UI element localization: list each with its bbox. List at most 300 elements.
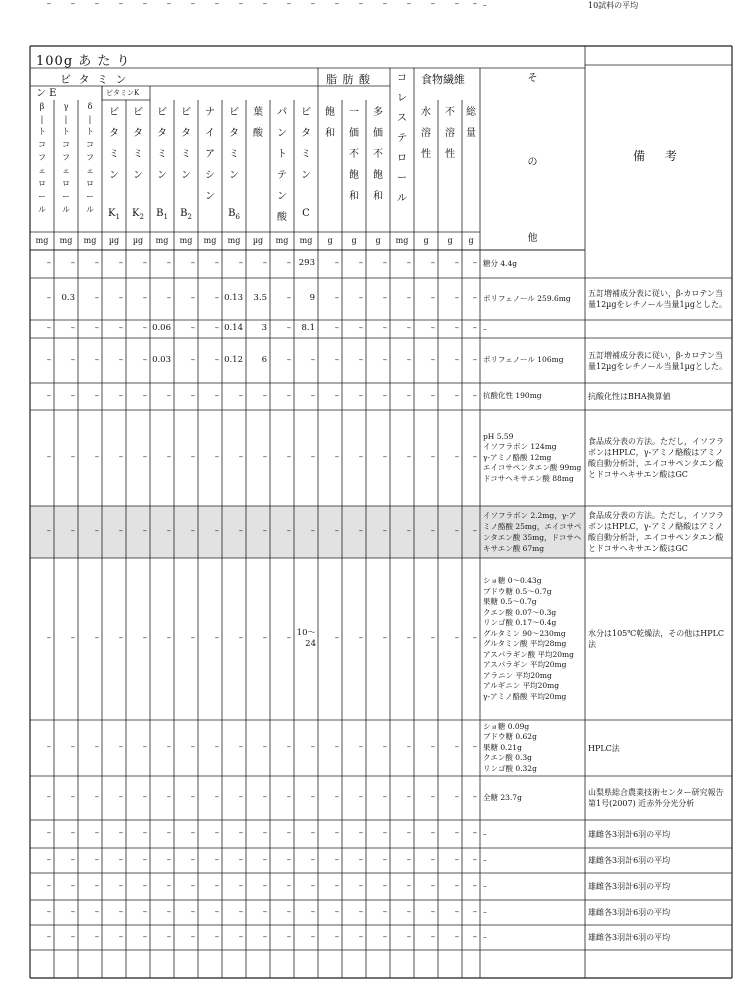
- column-header-5: ビ タ ミ ン: [157, 107, 167, 181]
- column-header-8: ビ タ ミ ン: [229, 107, 239, 181]
- table-cell: 0.3: [61, 293, 75, 303]
- table-cell: –: [94, 390, 99, 401]
- table-cell: 0.14: [224, 323, 243, 333]
- table-cell: –: [262, 452, 267, 462]
- column-sub-4: $K_2$: [132, 208, 144, 221]
- table-cell: –: [94, 0, 99, 9]
- table-cell: –: [358, 931, 363, 942]
- other-cell: ショ糖 0～0.43g ブドウ糖 0.5～0.7g 果糖 0.5～0.7g クエン酸 0.07～0.3g リンゴ酸 0.17～0.4g グルタミン 90～230mg グルタミン酸 平均28mg アスパラギン酸 平均20mg アスパラギン 平均20mg アラニン 平均20mg アルギニン 平均20mg γ-アミノ酪酸 平均20mg: [483, 576, 574, 701]
- table-cell: –: [472, 931, 477, 942]
- table-cell: –: [262, 931, 267, 942]
- remarks-cell: 雄雌各3羽計6羽の平均: [588, 882, 671, 891]
- table-cell: –: [70, 792, 75, 802]
- table-cell: –: [142, 792, 147, 802]
- table-cell: –: [94, 742, 99, 752]
- table-cell: –: [94, 854, 99, 865]
- table-cell: –: [334, 854, 339, 865]
- table-cell: –: [190, 906, 195, 917]
- table-cell: –: [190, 323, 195, 333]
- table-cell: –: [238, 906, 243, 917]
- table-cell: –: [382, 354, 387, 365]
- table-cell: –: [118, 452, 123, 462]
- table-cell: –: [94, 354, 99, 365]
- other-cell: pH 5.59 イソフラボン 124mg γ-アミノ酪酸 12mg エイコサペンタエン酸 99mg ドコサヘキサエン酸 88mg: [483, 431, 582, 483]
- header-fatty-acid: 脂 肪 酸: [326, 73, 371, 86]
- other-cell: –: [483, 323, 487, 333]
- table-cell: –: [406, 828, 411, 838]
- table-cell: –: [406, 854, 411, 865]
- table-cell: –: [214, 906, 219, 917]
- other-cell: ポリフェノール 259.6mg: [483, 293, 571, 303]
- table-cell: –: [262, 390, 267, 401]
- table-cell: –: [454, 258, 459, 268]
- table-cell: –: [286, 390, 291, 401]
- table-cell: –: [94, 906, 99, 917]
- table-cell: –: [262, 258, 267, 268]
- table-cell: –: [358, 452, 363, 462]
- column-sub-5: $B_1$: [156, 208, 168, 221]
- table-cell: –: [382, 931, 387, 942]
- table-cell: –: [430, 828, 435, 838]
- column-header-10: パ ン ト テ ン 酸: [277, 107, 287, 223]
- table-cell: –: [454, 792, 459, 802]
- table-cell: –: [190, 452, 195, 462]
- table-cell: –: [238, 633, 243, 643]
- table-cell: –: [358, 633, 363, 643]
- table-cell: –: [430, 354, 435, 365]
- column-unit-16: g: [423, 236, 429, 245]
- table-cell: –: [334, 452, 339, 462]
- table-cell: –: [406, 354, 411, 365]
- table-cell: –: [166, 0, 171, 9]
- other-cell: ショ糖 0.09g ブドウ糖 0.62g 果糖 0.21g クエン酸 0.3g リンゴ酸 0.32g: [483, 721, 537, 773]
- table-cell: –: [70, 931, 75, 942]
- table-cell: –: [142, 931, 147, 942]
- table-cell: –: [286, 258, 291, 268]
- table-cell: –: [118, 742, 123, 752]
- table-cell: –: [472, 854, 477, 865]
- header-vitamin: ビ タ ミ ン: [60, 73, 129, 86]
- table-cell: –: [310, 828, 315, 838]
- table-cell: –: [382, 0, 387, 9]
- table-cell: –: [190, 293, 195, 303]
- table-cell: –: [382, 323, 387, 333]
- table-cell: –: [94, 792, 99, 802]
- table-cell: –: [118, 526, 123, 536]
- table-cell: –: [310, 792, 315, 802]
- table-cell: –: [118, 828, 123, 838]
- table-cell: –: [46, 931, 51, 942]
- table-cell: –: [286, 293, 291, 303]
- table-cell: –: [382, 633, 387, 643]
- table-cell: –: [430, 854, 435, 865]
- table-cell: –: [310, 880, 315, 891]
- table-cell: –: [70, 526, 75, 536]
- table-cell: –: [118, 906, 123, 917]
- table-cell: –: [142, 742, 147, 752]
- other-cell: –: [483, 881, 487, 891]
- table-cell: –: [214, 931, 219, 942]
- table-cell: –: [454, 931, 459, 942]
- table-cell: –: [142, 906, 147, 917]
- table-cell: –: [358, 354, 363, 365]
- table-cell: –: [238, 258, 243, 268]
- table-cell: –: [472, 633, 477, 643]
- table-cell: –: [190, 526, 195, 536]
- table-cell: –: [70, 258, 75, 268]
- table-cell: –: [118, 258, 123, 268]
- table-cell: –: [46, 293, 51, 303]
- table-cell: –: [454, 742, 459, 752]
- table-cell: –: [190, 633, 195, 643]
- column-header-2: δ | ト コ フ ェ ロ ー ル: [86, 102, 94, 214]
- table-cell: –: [358, 0, 363, 9]
- table-cell: –: [358, 390, 363, 401]
- table-cell: –: [118, 633, 123, 643]
- table-cell: 8.1: [301, 323, 315, 333]
- table-cell: –: [166, 854, 171, 865]
- table-cell: –: [430, 906, 435, 917]
- table-cell: –: [214, 452, 219, 462]
- column-unit-18: g: [468, 236, 474, 245]
- table-cell: –: [46, 742, 51, 752]
- table-cell: –: [70, 354, 75, 365]
- table-cell: –: [94, 880, 99, 891]
- table-cell: –: [94, 828, 99, 838]
- table-cell: –: [430, 792, 435, 802]
- remarks-cell: 雄雌各3羽計6羽の平均: [588, 856, 671, 865]
- table-cell: –: [334, 792, 339, 802]
- table-cell: –: [166, 526, 171, 536]
- remarks-cell: HPLC法: [588, 743, 620, 753]
- table-cell: –: [118, 0, 123, 9]
- table-cell: 3: [261, 323, 267, 333]
- column-header-12: 飽 和: [325, 107, 335, 139]
- column-header-16: 水 溶 性: [421, 107, 431, 160]
- table-cell: –: [70, 742, 75, 752]
- table-cell: –: [472, 880, 477, 891]
- table-cell: –: [472, 354, 477, 365]
- column-unit-17: g: [447, 236, 453, 245]
- table-cell: 3.5: [253, 293, 267, 303]
- table-cell: –: [406, 390, 411, 401]
- table-cell: –: [142, 452, 147, 462]
- table-cell: –: [238, 742, 243, 752]
- header-fiber: 食物繊維: [421, 73, 465, 86]
- table-cell: –: [46, 526, 51, 536]
- table-cell: –: [46, 828, 51, 838]
- table-cell: –: [454, 354, 459, 365]
- table-cell: –: [262, 526, 267, 536]
- table-cell: –: [190, 742, 195, 752]
- table-cell: –: [94, 258, 99, 268]
- table-cell: –: [382, 880, 387, 891]
- table-cell: –: [142, 880, 147, 891]
- table-cell: –: [286, 828, 291, 838]
- other-cell: –: [483, 907, 487, 917]
- table-cell: –: [262, 792, 267, 802]
- table-cell: –: [310, 354, 315, 365]
- table-cell: –: [334, 742, 339, 752]
- table-cell: –: [94, 293, 99, 303]
- table-cell: –: [118, 293, 123, 303]
- table-cell: –: [238, 854, 243, 865]
- table-cell: –: [214, 742, 219, 752]
- column-unit-3: µg: [108, 236, 120, 245]
- table-cell: –: [310, 0, 315, 9]
- table-cell: –: [118, 390, 123, 401]
- table-cell: –: [358, 880, 363, 891]
- table-cell: –: [334, 323, 339, 333]
- table-cell: –: [430, 293, 435, 303]
- column-unit-4: µg: [132, 236, 144, 245]
- column-sub-3: $K_1$: [108, 208, 120, 221]
- other-cell: 糖分 4.4g: [483, 258, 518, 268]
- table-cell: –: [430, 390, 435, 401]
- table-cell: –: [94, 526, 99, 536]
- table-cell: –: [454, 390, 459, 401]
- table-cell: –: [46, 906, 51, 917]
- table-cell: –: [142, 293, 147, 303]
- table-cell: –: [454, 633, 459, 643]
- table-cell: –: [238, 526, 243, 536]
- table-cell: –: [262, 0, 267, 9]
- table-cell: –: [214, 323, 219, 333]
- table-cell: –: [472, 828, 477, 838]
- column-unit-5: mg: [155, 236, 169, 245]
- table-cell: 6: [261, 354, 267, 365]
- table-cell: –: [238, 452, 243, 462]
- table-cell: –: [334, 633, 339, 643]
- table-cell: –: [190, 258, 195, 268]
- column-header-remarks: 備 考: [633, 149, 685, 163]
- table-cell: –: [334, 526, 339, 536]
- table-cell: –: [46, 880, 51, 891]
- column-unit-1: mg: [59, 236, 73, 245]
- remarks-cell: 雄雌各3羽計6羽の平均: [588, 933, 671, 942]
- table-cell: –: [214, 792, 219, 802]
- column-unit-13: g: [351, 236, 357, 245]
- table-cell: –: [310, 906, 315, 917]
- remarks-cell: 抗酸化性はBHA換算値: [588, 392, 671, 401]
- other-header-char: そ: [527, 73, 538, 84]
- column-sub-8: $B_6$: [228, 208, 240, 221]
- table-cell: –: [214, 258, 219, 268]
- table-cell: –: [406, 0, 411, 9]
- table-cell: –: [472, 792, 477, 802]
- column-header-9: 葉 酸: [253, 107, 263, 139]
- column-unit-10: mg: [275, 236, 289, 245]
- column-unit-8: mg: [227, 236, 241, 245]
- table-cell: –: [46, 854, 51, 865]
- table-cell: –: [334, 258, 339, 268]
- table-cell: –: [358, 792, 363, 802]
- table-cell: –: [190, 828, 195, 838]
- table-cell: –: [454, 452, 459, 462]
- other-cell: イソフラボン 2.2mg，γ-アミノ酪酸 25mg，エイコサペンタエン酸 35mg，ドコサヘキサエン酸 67mg: [483, 511, 582, 553]
- table-cell: –: [472, 452, 477, 462]
- table-cell: –: [166, 906, 171, 917]
- table-cell: –: [406, 906, 411, 917]
- table-cell: –: [472, 258, 477, 268]
- other-cell: –: [483, 828, 487, 838]
- table-cell: –: [358, 906, 363, 917]
- table-cell: –: [310, 854, 315, 865]
- table-cell: –: [334, 354, 339, 365]
- table-cell: –: [286, 880, 291, 891]
- column-header-14: 多 価 不 飽 和: [373, 107, 383, 202]
- table-cell: –: [430, 526, 435, 536]
- table-cell: –: [286, 0, 291, 9]
- table-cell: 0.13: [224, 293, 243, 303]
- other-cell: 全糖 23.7g: [483, 792, 522, 802]
- table-cell: 293: [298, 258, 315, 268]
- table-cell: –: [406, 931, 411, 942]
- column-unit-11: mg: [299, 236, 313, 245]
- column-unit-0: mg: [35, 236, 49, 245]
- table-cell: –: [430, 742, 435, 752]
- table-cell: –: [286, 526, 291, 536]
- table-cell: –: [118, 931, 123, 942]
- table-cell: –: [166, 390, 171, 401]
- table-cell: –: [406, 792, 411, 802]
- table-cell: –: [334, 293, 339, 303]
- remarks-cell: 食品成分表の方法。ただし，イソフラボンはHPLC，γ-アミノ酪酸はアミノ酸自動分析計，エイコサペンタエン酸とドコサヘキサエン酸はGC: [588, 437, 724, 479]
- table-cell: –: [142, 354, 147, 365]
- table-cell: –: [262, 633, 267, 643]
- table-cell: –: [166, 828, 171, 838]
- table-cell: –: [286, 633, 291, 643]
- table-cell: –: [382, 828, 387, 838]
- table-cell: –: [46, 323, 51, 333]
- table-cell: –: [166, 792, 171, 802]
- other-cell: –: [483, 932, 487, 942]
- table-cell: –: [286, 931, 291, 942]
- table-cell: –: [214, 828, 219, 838]
- table-cell: –: [358, 828, 363, 838]
- column-unit-9: µg: [252, 236, 264, 245]
- table-cell: –: [430, 258, 435, 268]
- table-cell: –: [118, 323, 123, 333]
- other-header-char: 他: [527, 233, 538, 244]
- table-cell: –: [238, 828, 243, 838]
- table-cell: –: [142, 854, 147, 865]
- table-cell: –: [190, 354, 195, 365]
- table-cell: –: [382, 293, 387, 303]
- table-cell: –: [262, 828, 267, 838]
- table-cell: –: [142, 828, 147, 838]
- other-cell: 抗酸化性 190mg: [483, 391, 542, 401]
- table-cell: –: [406, 526, 411, 536]
- table-cell: –: [142, 323, 147, 333]
- table-cell: –: [454, 526, 459, 536]
- table-cell: –: [214, 354, 219, 365]
- table-cell: –: [310, 390, 315, 401]
- table-cell: –: [334, 390, 339, 401]
- table-cell: –: [382, 390, 387, 401]
- table-cell: –: [70, 854, 75, 865]
- table-cell: –: [190, 854, 195, 865]
- table-cell: –: [262, 854, 267, 865]
- table-cell: –: [430, 633, 435, 643]
- table-cell: –: [286, 906, 291, 917]
- table-cell: –: [286, 742, 291, 752]
- other-cell: –: [483, 855, 487, 865]
- table-cell: –: [70, 633, 75, 643]
- table-cell: –: [118, 792, 123, 802]
- table-cell: –: [406, 633, 411, 643]
- table-cell: –: [310, 526, 315, 536]
- table-cell: 9: [309, 293, 315, 303]
- table-cell: –: [70, 390, 75, 401]
- table-cell: 0.03: [152, 354, 171, 365]
- column-sub-11: C: [302, 208, 310, 219]
- table-cell: –: [190, 390, 195, 401]
- table-cell: –: [472, 526, 477, 536]
- table-cell: –: [46, 452, 51, 462]
- table-cell: –: [214, 880, 219, 891]
- table-cell: –: [430, 452, 435, 462]
- table-cell: –: [46, 258, 51, 268]
- table-cell: –: [358, 526, 363, 536]
- remarks-cell: 山梨県総合農業技術センター研究報告第1号(2007) 近赤外分光分析: [588, 788, 724, 808]
- table-cell: –: [166, 880, 171, 891]
- column-sub-6: $B_2$: [180, 208, 192, 221]
- table-cell: –: [310, 452, 315, 462]
- column-header-17: 不 溶 性: [445, 107, 455, 160]
- table-cell: –: [406, 293, 411, 303]
- table-cell: –: [214, 526, 219, 536]
- table-cell: –: [472, 293, 477, 303]
- table-cell: –: [430, 931, 435, 942]
- table-cell: –: [166, 293, 171, 303]
- table-cell: –: [454, 906, 459, 917]
- table-cell: –: [382, 854, 387, 865]
- table-cell: –: [358, 323, 363, 333]
- table-cell: –: [70, 323, 75, 333]
- table-cell: –: [472, 323, 477, 333]
- table-cell: –: [454, 293, 459, 303]
- table-cell: –: [214, 293, 219, 303]
- table-cell: –: [406, 452, 411, 462]
- column-unit-15: mg: [395, 236, 409, 245]
- table-cell: –: [334, 0, 339, 9]
- table-cell: –: [454, 828, 459, 838]
- column-header-7: ナ イ ア シ ン: [205, 107, 215, 202]
- table-cell: –: [310, 931, 315, 942]
- table-cell: –: [94, 931, 99, 942]
- table-cell: –: [382, 452, 387, 462]
- column-unit-14: g: [375, 236, 381, 245]
- column-header-0: β | ト コ フ ェ ロ ー ル: [38, 102, 46, 214]
- table-cell: –: [382, 742, 387, 752]
- table-cell: –: [238, 0, 243, 9]
- remarks-cell: 雄雌各3羽計6羽の平均: [588, 908, 671, 917]
- column-unit-7: mg: [203, 236, 217, 245]
- table-cell: –: [190, 931, 195, 942]
- remarks-cell: 五訂増補成分表に従い，β-カロテン当量12µgをレチノール当量1µgとした。: [588, 289, 727, 309]
- remarks-cell: 食品成分表の方法。ただし，イソフラボンはHPLC，γ-アミノ酪酸はアミノ酸自動分析計，エイコサペンタエン酸とドコサヘキサエン酸はGC: [588, 511, 724, 553]
- header-vitamin-e: ン E: [36, 88, 57, 99]
- table-cell: –: [286, 323, 291, 333]
- column-unit-2: mg: [83, 236, 97, 245]
- column-unit-12: g: [327, 236, 333, 245]
- column-header-11: ビ タ ミ ン: [301, 107, 311, 181]
- header-per-100g: 100g あ た り: [36, 54, 131, 69]
- table-cell: –: [334, 828, 339, 838]
- table-cell: –: [166, 452, 171, 462]
- table-cell: –: [70, 828, 75, 838]
